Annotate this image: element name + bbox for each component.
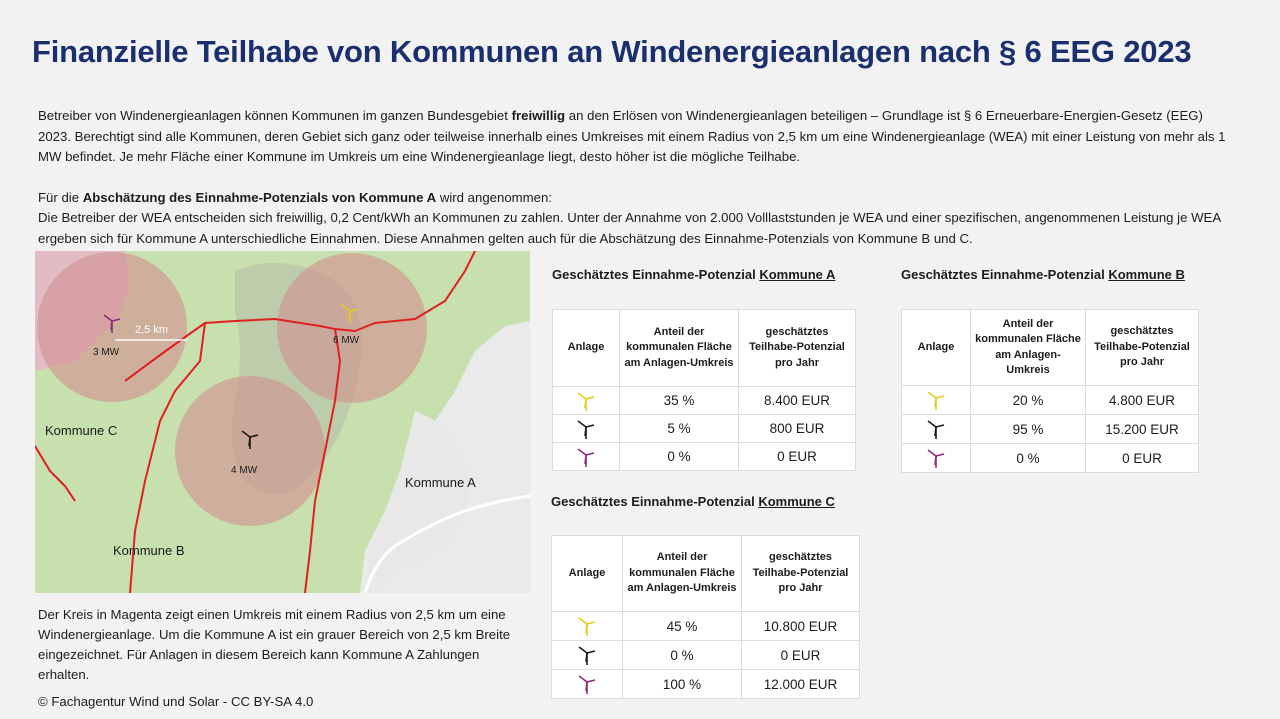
intro-p2-pre: Für die: [38, 189, 83, 205]
table-row: [902, 386, 1199, 415]
table-b: [901, 309, 1199, 473]
table-a: [552, 309, 856, 471]
table-c-value: 0 EUR: [742, 641, 860, 670]
intro-paragraph-1: [38, 106, 1228, 168]
table-a-share: 5 %: [620, 415, 739, 443]
table-c-header-share: Anteil der kommunalen Fläche am Anlagen-Umkreis: [623, 536, 742, 612]
turbine-black-icon: [576, 418, 596, 440]
table-c-value: 10.800 EUR: [742, 612, 860, 641]
table-b-share: 20 %: [971, 386, 1086, 415]
turbine-black-icon: [926, 418, 946, 440]
table-a-header-anlage: Anlage: [553, 310, 620, 387]
table-b-title-pre: Geschätztes Einnahme-Potenzial: [901, 267, 1109, 282]
table-a-header-share: Anteil der kommunalen Fläche am Anlagen-Umkreis: [620, 310, 739, 387]
table-b-share: 0 %: [971, 444, 1086, 473]
table-row: [902, 444, 1199, 473]
table-b-title-name: Kommune B: [1108, 267, 1185, 282]
turbine-black-icon: [577, 644, 597, 666]
intro-paragraph-3: Die Betreiber der WEA entscheiden sich freiwillig, 0,2 Cent/kWh an Kommunen zu zahlen. Unter der Annahme von 2.000 Volllaststunden je WEA und einer spezifischen, angenommenen Leistung je WEA ergeben sich für Kommune A unterschiedliche Einnahmen. Diese Annahmen gelten auch für die Abschätzung des Einnahme-Potenzials von Kommune B und C.: [38, 210, 1221, 246]
table-c-header-value: geschätztes Teilhabe-Potenzial pro Jahr: [742, 536, 860, 612]
intro-p1-pre: Betreiber von Windenergieanlagen können Kommunen im ganzen Bundesgebiet: [38, 108, 512, 123]
table-a-title-name: Kommune A: [759, 267, 836, 282]
turbine-magenta-icon: [576, 446, 596, 468]
turbine-4mw-label: 4 MW: [231, 465, 258, 476]
table-a-title: [552, 267, 835, 282]
turbine-6mw-label: 6 MW: [333, 335, 360, 346]
table-row: [552, 670, 860, 699]
table-row: [902, 415, 1199, 444]
kommune-a-label: Kommune A: [405, 475, 476, 490]
table-b-header-value: geschätztes Teilhabe-Potenzial pro Jahr: [1086, 310, 1199, 386]
table-row: [553, 415, 856, 443]
intro-p1-bold: freiwillig: [511, 108, 566, 123]
table-a-header-value: geschätztes Teilhabe-Potenzial pro Jahr: [739, 310, 856, 387]
table-a-value: 8.400 EUR: [739, 387, 856, 415]
copyright: © Fachagentur Wind und Solar - CC BY-SA 4.0: [38, 694, 314, 709]
table-c-title: [551, 494, 835, 509]
kommune-b-label: Kommune B: [113, 543, 185, 558]
table-a-title-pre: Geschätztes Einnahme-Potenzial: [552, 267, 760, 282]
table-b-header-anlage: Anlage: [902, 310, 971, 386]
table-a-share: 35 %: [620, 387, 739, 415]
intro-text: [38, 106, 1228, 250]
table-a-value: 0 EUR: [739, 443, 856, 471]
table-c-share: 45 %: [623, 612, 742, 641]
table-row: [553, 443, 856, 471]
turbine-yellow-icon: [576, 390, 596, 412]
page-title: Finanzielle Teilhabe von Kommunen an Windenergieanlagen nach § 6 EEG 2023: [32, 34, 1192, 69]
table-a-share: 0 %: [620, 443, 739, 471]
circle-6mw: [277, 253, 427, 403]
table-c-title-name: Kommune C: [758, 494, 835, 509]
table-b-header-share: Anteil der kommunalen Fläche am Anlagen-Umkreis: [971, 310, 1086, 386]
table-c-header-anlage: Anlage: [552, 536, 623, 612]
table-c-title-pre: Geschätztes Einnahme-Potenzial: [551, 494, 759, 509]
turbine-3mw-label: 3 MW: [93, 347, 120, 358]
table-row: [553, 387, 856, 415]
turbine-map: [35, 251, 530, 593]
table-c-value: 12.000 EUR: [742, 670, 860, 699]
map-illustration: [35, 251, 530, 593]
map-caption: [38, 605, 533, 685]
intro-paragraph-2: [38, 188, 1228, 209]
turbine-yellow-icon: [926, 389, 946, 411]
circle-4mw: [175, 376, 325, 526]
table-c-share: 100 %: [623, 670, 742, 699]
table-a-value: 800 EUR: [739, 415, 856, 443]
intro-p2-bold: Abschätzung des Einnahme-Potenzials von Kommune A: [82, 189, 437, 205]
table-c-share: 0 %: [623, 641, 742, 670]
table-b-value: 4.800 EUR: [1086, 386, 1199, 415]
table-b-value: 0 EUR: [1086, 444, 1199, 473]
table-c: [551, 535, 860, 699]
intro-p1-post: an den Erlösen von Windenergieanlagen beteiligen – Grundlage ist § 6 Erneuerbare-Energien-Gesetz (EEG) 2023. Berechtigt sind alle Kommunen, deren Gebiet sich ganz oder teilweise innerhalb eines Umkreises mit einem Radius von 2,5 km um eine Windenergieanlage (WEA) mit einer Leistung von mehr als 1 MW befindet. Je mehr Fläche einer Kommune im Umkreis um eine Windenergieanlage liegt, desto höher ist die mögliche Teilhabe.: [38, 108, 1226, 165]
kommune-c-label: Kommune C: [45, 423, 118, 438]
table-row: [552, 612, 860, 641]
radius-label: 2,5 km: [135, 324, 169, 336]
caption-text: Der Kreis in Magenta zeigt einen Umkreis mit einem Radius von 2,5 km um eine Windenergieanlage. Um die Kommune A ist ein grauer Bereich von 2,5 km Breite eingezeichnet. Für Anlagen in diesem Bereich kann Kommune A Zahlungen erhalten.: [38, 607, 511, 682]
turbine-yellow-icon: [577, 615, 597, 637]
table-b-title: [901, 267, 1185, 282]
turbine-magenta-icon: [577, 673, 597, 695]
table-b-share: 95 %: [971, 415, 1086, 444]
table-row: [552, 641, 860, 670]
table-b-value: 15.200 EUR: [1086, 415, 1199, 444]
turbine-magenta-icon: [926, 447, 946, 469]
intro-p2-post: wird angenommen:: [436, 189, 552, 205]
